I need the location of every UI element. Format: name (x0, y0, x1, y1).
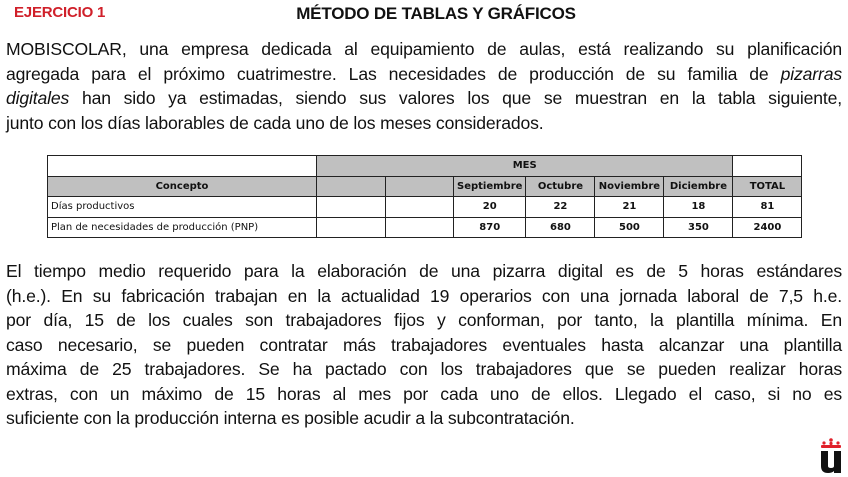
empty-cell (386, 197, 454, 218)
table-header-row (48, 176, 802, 197)
empty-cell (317, 217, 386, 238)
body-line: caso necesario, se pueden contratar más trabajadores eventuales hasta alcanzar una plantilla (6, 334, 842, 355)
table-row (48, 217, 802, 238)
month-header: Diciembre (664, 176, 733, 197)
row-label: Días productivos (48, 197, 317, 218)
mes-group-header: MES (317, 156, 733, 177)
body-line: suficiente con la producción interna es posible acudir a la subcontratación. (6, 408, 575, 428)
body-line: máxima de 25 trabajadores. Se ha pactado con los trabajadores que se pueden realizar horas (6, 359, 842, 379)
page-title: MÉTODO DE TABLAS Y GRÁFICOS (296, 4, 576, 23)
intro-line: junto con los días laborables de cada uno de los meses considerados. (6, 112, 544, 133)
value-cell: 350 (664, 217, 733, 238)
empty-cell (733, 156, 802, 177)
university-logo-icon (818, 438, 844, 474)
value-cell: 500 (595, 217, 664, 238)
table-row (48, 197, 802, 218)
value-cell: 20 (454, 197, 526, 218)
intro-line: agregada para el próximo cuatrimestre. Las necesidades de producción de su familia de pizarras (6, 63, 842, 84)
empty-cell (317, 197, 386, 218)
month-header: Noviembre (595, 176, 664, 197)
value-cell: 21 (595, 197, 664, 218)
month-header: Septiembre (454, 176, 526, 197)
body-paragraph (6, 259, 842, 431)
body-line: El tiempo medio requerido para la elaboración de una pizarra digital es de 5 horas estándares (6, 261, 842, 281)
month-header: Octubre (526, 176, 595, 197)
intro-paragraph (6, 37, 842, 135)
row-label: Plan de necesidades de producción (PNP) (48, 217, 317, 238)
table-group-header-row (48, 156, 802, 177)
value-cell: 870 (454, 217, 526, 238)
empty-cell (48, 156, 317, 177)
concept-header: Concepto (48, 176, 317, 197)
intro-line: MOBISCOLAR, una empresa dedicada al equipamiento de aulas, está realizando su planificación (6, 39, 842, 59)
empty-cell (386, 217, 454, 238)
exercise-label: EJERCICIO 1 (14, 4, 106, 21)
value-cell: 680 (526, 217, 595, 238)
empty-header-cell (386, 176, 454, 197)
italic-term: pizarras (780, 63, 842, 84)
body-line: extras, con un máximo de 15 horas al mes por cada uno de ellos. Llegado el caso, si no es (6, 383, 842, 404)
empty-header-cell (317, 176, 386, 197)
body-line: por día, 15 de los cuales son trabajadores fijos y conforman, por tanto, la plantilla mínima. En (6, 310, 842, 330)
production-table (47, 155, 802, 238)
value-cell: 18 (664, 197, 733, 218)
total-header: TOTAL (733, 176, 802, 197)
value-cell: 22 (526, 197, 595, 218)
total-cell: 2400 (733, 217, 802, 238)
intro-line: digitales han sido ya estimadas, siendo sus valores los que se muestran en la tabla siguiente, (6, 88, 842, 108)
italic-term: digitales (6, 88, 70, 108)
body-line: (h.e.). En su fabricación trabajan en la actualidad 19 operarios con una jornada laboral de 7,5 h.e. (6, 285, 842, 306)
total-cell: 81 (733, 197, 802, 218)
